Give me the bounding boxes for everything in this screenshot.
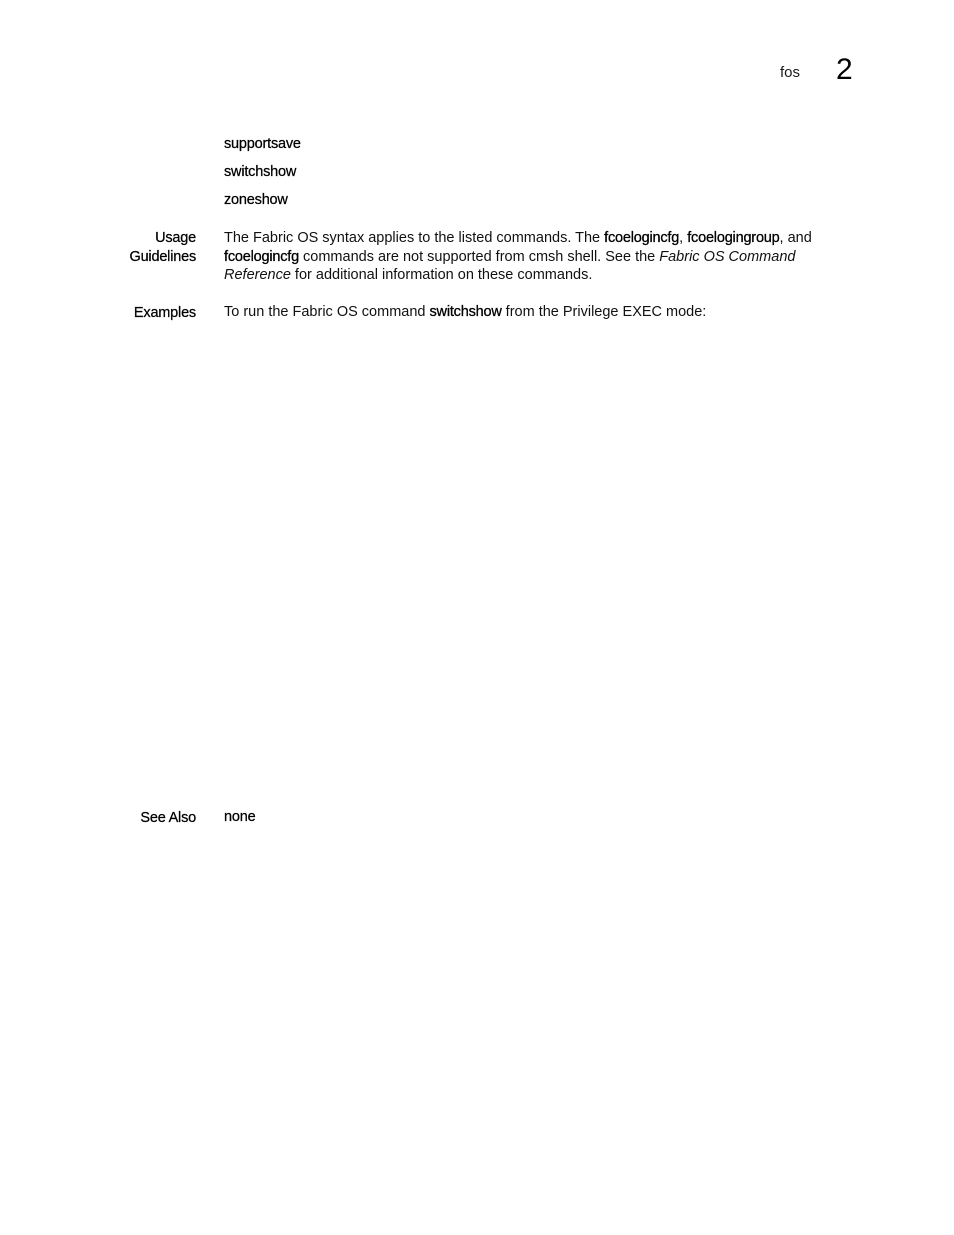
see-also-label: See Also	[140, 810, 196, 826]
command-item: zoneshow	[224, 192, 288, 208]
examples-text: To run the Fabric OS command switchshow from the Privilege EXEC mode:	[224, 304, 707, 320]
chapter-number: 2	[836, 53, 853, 86]
command-item: supportsave	[224, 136, 301, 152]
usage-guidelines-label: Usage Guidelines	[129, 230, 196, 265]
see-also-value: none	[224, 809, 256, 825]
section-title: fos	[779, 64, 800, 81]
examples-label: Examples	[133, 305, 196, 321]
usage-guidelines-text: The Fabric OS syntax applies to the listed commands. The fcoelogincfg, fcoelogingroup, and fcoelogincfg commands are not supported from cmsh shell. See the Fabric OS Command Reference for additional information on these commands.	[224, 230, 812, 283]
command-item: switchshow	[224, 164, 297, 180]
